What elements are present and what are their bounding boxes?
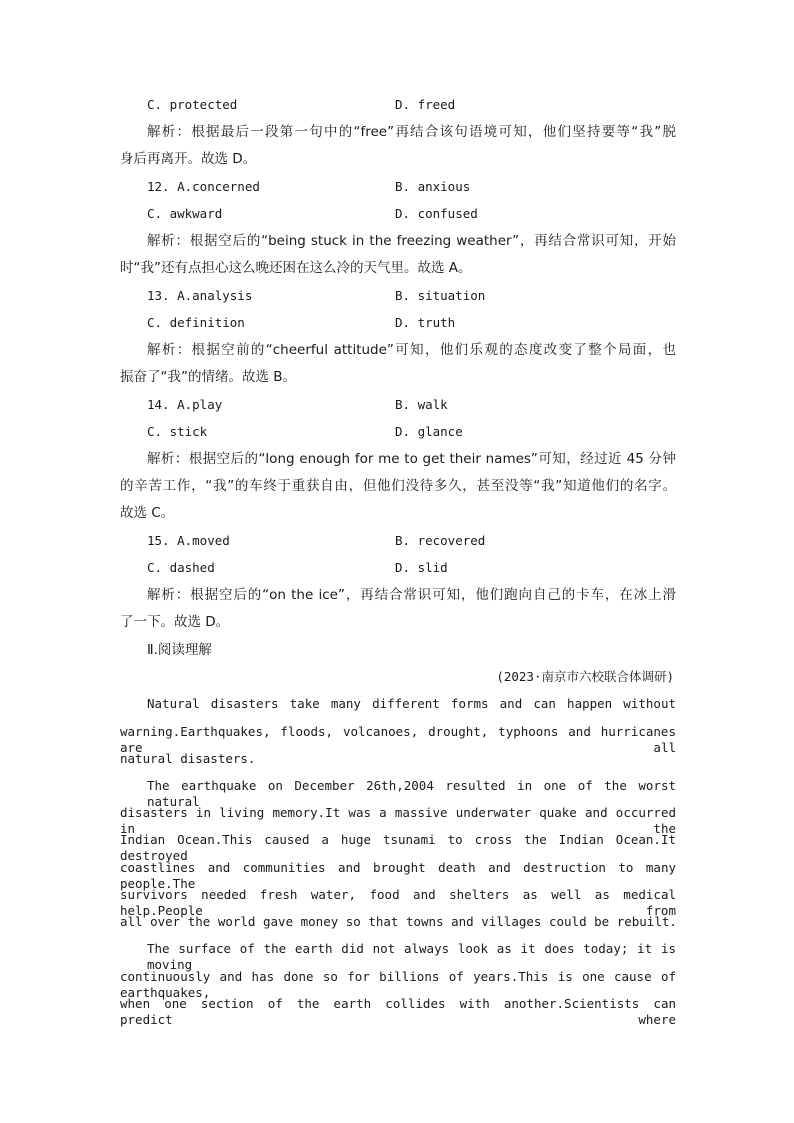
q12-option-a: 12. A.concerned [147, 179, 260, 194]
q15-explanation-line1: 解析：根据空后的“on the ice”，再结合常识可知，他们跑向自己的卡车，在冰上滑 [147, 587, 676, 603]
passage-p2-line4: coastlines and communities and brought death and destruction to many people.The [120, 860, 676, 891]
q15-explanation-line2: 了一下。故选 D。 [120, 614, 230, 630]
q12-explanation-line2: 时“我”还有点担心这么晚还困在这么冷的天气里。故选 A。 [120, 260, 472, 276]
q12-option-c: C. awkward [147, 206, 223, 221]
q15-option-d: D. slid [395, 560, 448, 575]
passage-p2-line2: disasters in living memory.It was a massive underwater quake and occurred in the [120, 805, 676, 836]
q14-option-c: C. stick [147, 424, 208, 439]
q12-explanation-line1: 解析：根据空后的“being stuck in the freezing weather”，再结合常识可知，开始 [147, 233, 676, 249]
passage-p2-line5: survivors needed fresh water, food and shelters as well as medical help.People from [120, 887, 676, 918]
q15-option-b: B. recovered [395, 533, 486, 548]
q11-explanation-line2: 身后再离开。故选 D。 [120, 151, 257, 167]
q15-option-a: 15. A.moved [147, 533, 230, 548]
q11-option-c: C. protected [147, 97, 238, 112]
q14-explanation-line2: 的辛苦工作，“我”的车终于重获自由，但他们没待多久，甚至没等“我”知道他们的名字。 [120, 478, 676, 494]
q13-explanation-line1: 解析：根据空前的“cheerful attitude”可知，他们乐观的态度改变了整个局面，也 [147, 342, 676, 358]
passage-p1-line1: Natural disasters take many different forms and can happen without [147, 696, 676, 711]
passage-p3-line1: The surface of the earth did not always look as it does today; it is moving [147, 941, 676, 972]
q12-option-b: B. anxious [395, 179, 471, 194]
q14-option-d: D. glance [395, 424, 463, 439]
passage-p1-line3: natural disasters. [120, 751, 256, 766]
q14-explanation-line3: 故选 C。 [120, 505, 175, 521]
q14-option-a: 14. A.play [147, 397, 223, 412]
passage-p1-line2: warning.Earthquakes, floods, volcanoes, drought, typhoons and hurricanes are all [120, 724, 676, 755]
passage-p3-line2: continuously and has done so for billions of years.This is one cause of earthquakes, [120, 969, 676, 1000]
q13-explanation-line2: 振奋了“我”的情绪。故选 B。 [120, 369, 297, 385]
q13-option-c: C. definition [147, 315, 245, 330]
passage-p3-line3: when one section of the earth collides with another.Scientists can predict where [120, 996, 676, 1027]
section-heading: Ⅱ.阅读理解 [147, 642, 212, 658]
q14-explanation-line1: 解析：根据空后的“long enough for me to get their names”可知，经过近 45 分钟 [147, 451, 676, 467]
passage-p2-line3: Indian Ocean.This caused a huge tsunami to cross the Indian Ocean.It destroyed [120, 832, 676, 863]
q11-explanation-line1: 解析：根据最后一段第一句中的“free”再结合该句语境可知，他们坚持要等“我”脱 [147, 124, 676, 140]
source-note: (2023·南京市六校联合体调研) [496, 669, 674, 684]
q14-option-b: B. walk [395, 397, 448, 412]
q13-option-a: 13. A.analysis [147, 288, 253, 303]
q13-option-d: D. truth [395, 315, 456, 330]
passage-p2-line1: The earthquake on December 26th,2004 resulted in one of the worst natural [147, 778, 676, 809]
q11-option-d: D. freed [395, 97, 456, 112]
q15-option-c: C. dashed [147, 560, 215, 575]
q12-option-d: D. confused [395, 206, 478, 221]
passage-p2-line6: all over the world gave money so that towns and villages could be rebuilt. [120, 914, 677, 929]
q13-option-b: B. situation [395, 288, 486, 303]
